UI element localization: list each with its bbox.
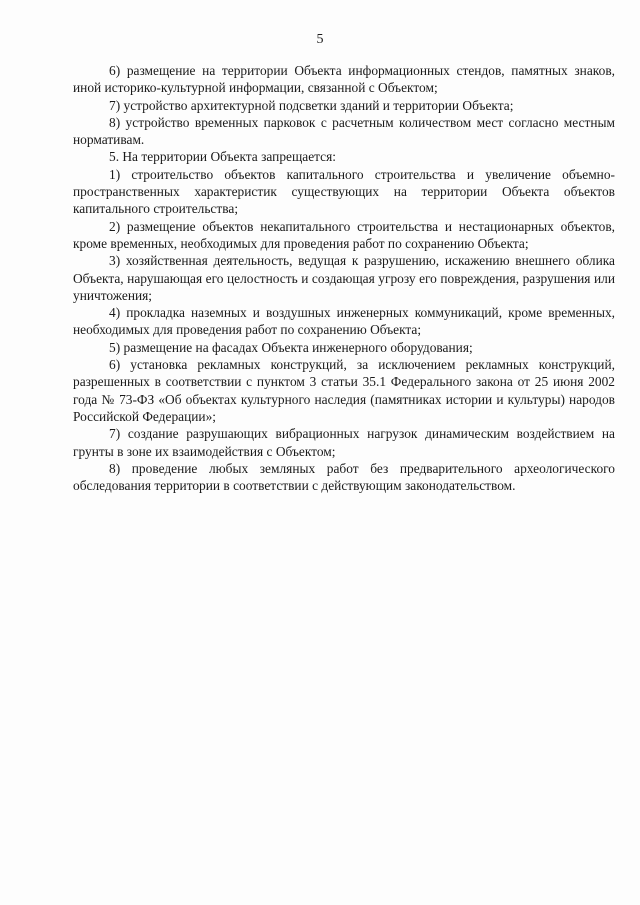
paragraph-prohibited-5: 5) размещение на фасадах Объекта инженерного оборудования; xyxy=(109,339,473,355)
paragraph-prohibited-7: 7) создание разрушающих вибрационных нагрузок динамическим воздействием на грунты в зоне их взаимодействия с Объектом; xyxy=(73,426,615,459)
paragraph-item-7-lighting: 7) устройство архитектурной подсветки зданий и территории Объекта; xyxy=(109,97,514,113)
paragraph-prohibited-1: 1) строительство объектов капитального строительства и увеличение объемно-пространственных характеристик существующих на территории Объекта объектов капитального строительства; xyxy=(73,166,615,217)
paragraph-prohibited-8: 8) проведение любых земляных работ без предварительного археологического обследования территории в соответствии с действующим законодательством. xyxy=(73,460,615,494)
document-body xyxy=(73,62,615,494)
page-number: 5 xyxy=(316,32,324,47)
paragraph-prohibited-6: 6) установка рекламных конструкций, за исключением рекламных конструкций, разрешенных в соответствии с пунктом 3 статьи 35.1 Федерального закона от 25 июня 2002 года № 73-ФЗ «Об объектах культурного наследия (памятниках истории и культуры) народов Российской Федерации»; xyxy=(73,357,615,424)
paragraph-item-8-parking: 8) устройство временных парковок с расчетным количеством мест согласно местным нормативам. xyxy=(73,114,615,148)
section-heading-prohibited: 5. На территории Объекта запрещается: xyxy=(109,149,336,165)
paragraph-item-6-info-stands: 6) размещение на территории Объекта информационных стендов, памятных знаков, иной историко-культурной информации, связанной с Объектом; xyxy=(73,63,615,96)
paragraph-prohibited-3: 3) хозяйственная деятельность, ведущая к разрушению, искажению внешнего облика Объекта, нарушающая его целостность и создающая угрозу его повреждения, разрушения или уничтожения; xyxy=(73,253,615,303)
paragraph-prohibited-2: 2) размещение объектов некапитального строительства и нестационарных объектов, кроме временных, необходимых для проведения работ по сохранению Объекта; xyxy=(73,218,615,251)
paragraph-prohibited-4: 4) прокладка наземных и воздушных инженерных коммуникаций, кроме временных, необходимых для проведения работ по сохранению Объекта; xyxy=(73,305,615,338)
